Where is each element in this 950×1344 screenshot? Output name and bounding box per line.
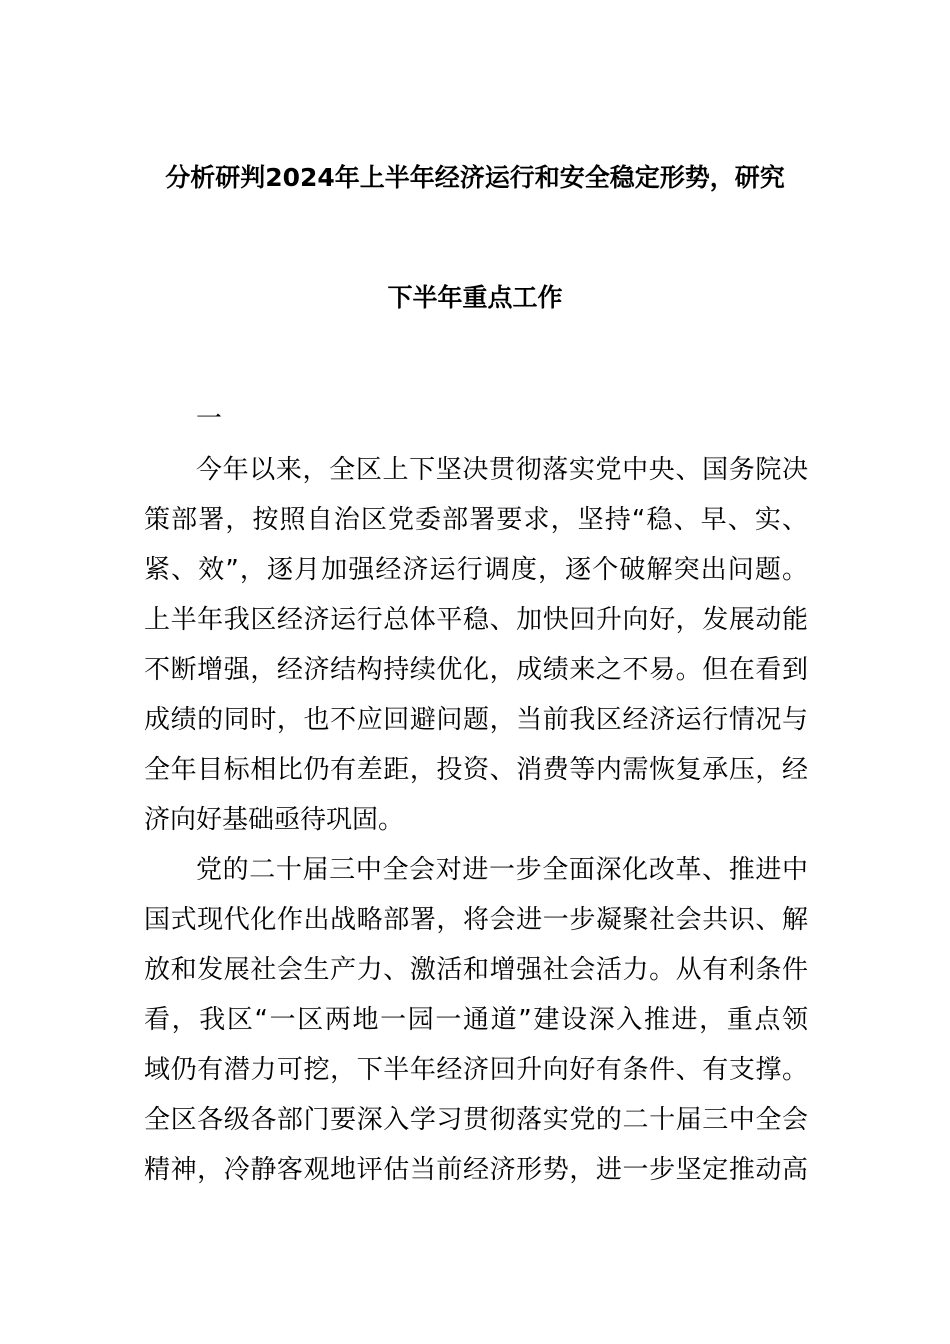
paragraph-1-line: 成绩的同时，也不应回避问题，当前我区经济运行情况与 bbox=[144, 705, 808, 735]
section-number: 一 bbox=[196, 404, 223, 434]
paragraph-1-line: 不断增强，经济结构持续优化，成绩来之不易。但在看到 bbox=[144, 655, 808, 685]
paragraph-1-line: 紧、效”，逐月加强经济运行调度，逐个破解突出问题。 bbox=[144, 555, 808, 585]
paragraph-2-line: 放和发展社会生产力、激活和增强社会活力。从有利条件 bbox=[144, 955, 808, 985]
paragraph-2-line: 精神，冷静客观地评估当前经济形势，进一步坚定推动高 bbox=[144, 1155, 808, 1185]
paragraph-1-line: 济向好基础亟待巩固。 bbox=[144, 805, 405, 835]
paragraph-2-line: 域仍有潜力可挖，下半年经济回升向好有条件、有支撑。 bbox=[144, 1055, 808, 1085]
paragraph-2-line: 全区各级各部门要深入学习贯彻落实党的二十届三中全会 bbox=[144, 1105, 808, 1135]
paragraph-2-line: 看，我区“一区两地一园一通道”建设深入推进，重点领 bbox=[144, 1005, 808, 1035]
document-title-line-1: 分析研判2024年上半年经济运行和安全稳定形势，研究 bbox=[165, 163, 785, 192]
paragraph-1-line: 全年目标相比仍有差距，投资、消费等内需恢复承压，经 bbox=[144, 755, 808, 785]
document-title-line-2: 下半年重点工作 bbox=[387, 283, 563, 312]
paragraph-2-line: 党的二十届三中全会对进一步全面深化改革、推进中 bbox=[196, 855, 808, 885]
paragraph-2-line: 国式现代化作出战略部署，将会进一步凝聚社会共识、解 bbox=[144, 905, 808, 935]
paragraph-1-line: 今年以来，全区上下坚决贯彻落实党中央、国务院决 bbox=[196, 455, 808, 485]
paragraph-1-line: 上半年我区经济运行总体平稳、加快回升向好，发展动能 bbox=[144, 605, 808, 635]
paragraph-1-line: 策部署，按照自治区党委部署要求，坚持“稳、早、实、 bbox=[144, 505, 808, 535]
